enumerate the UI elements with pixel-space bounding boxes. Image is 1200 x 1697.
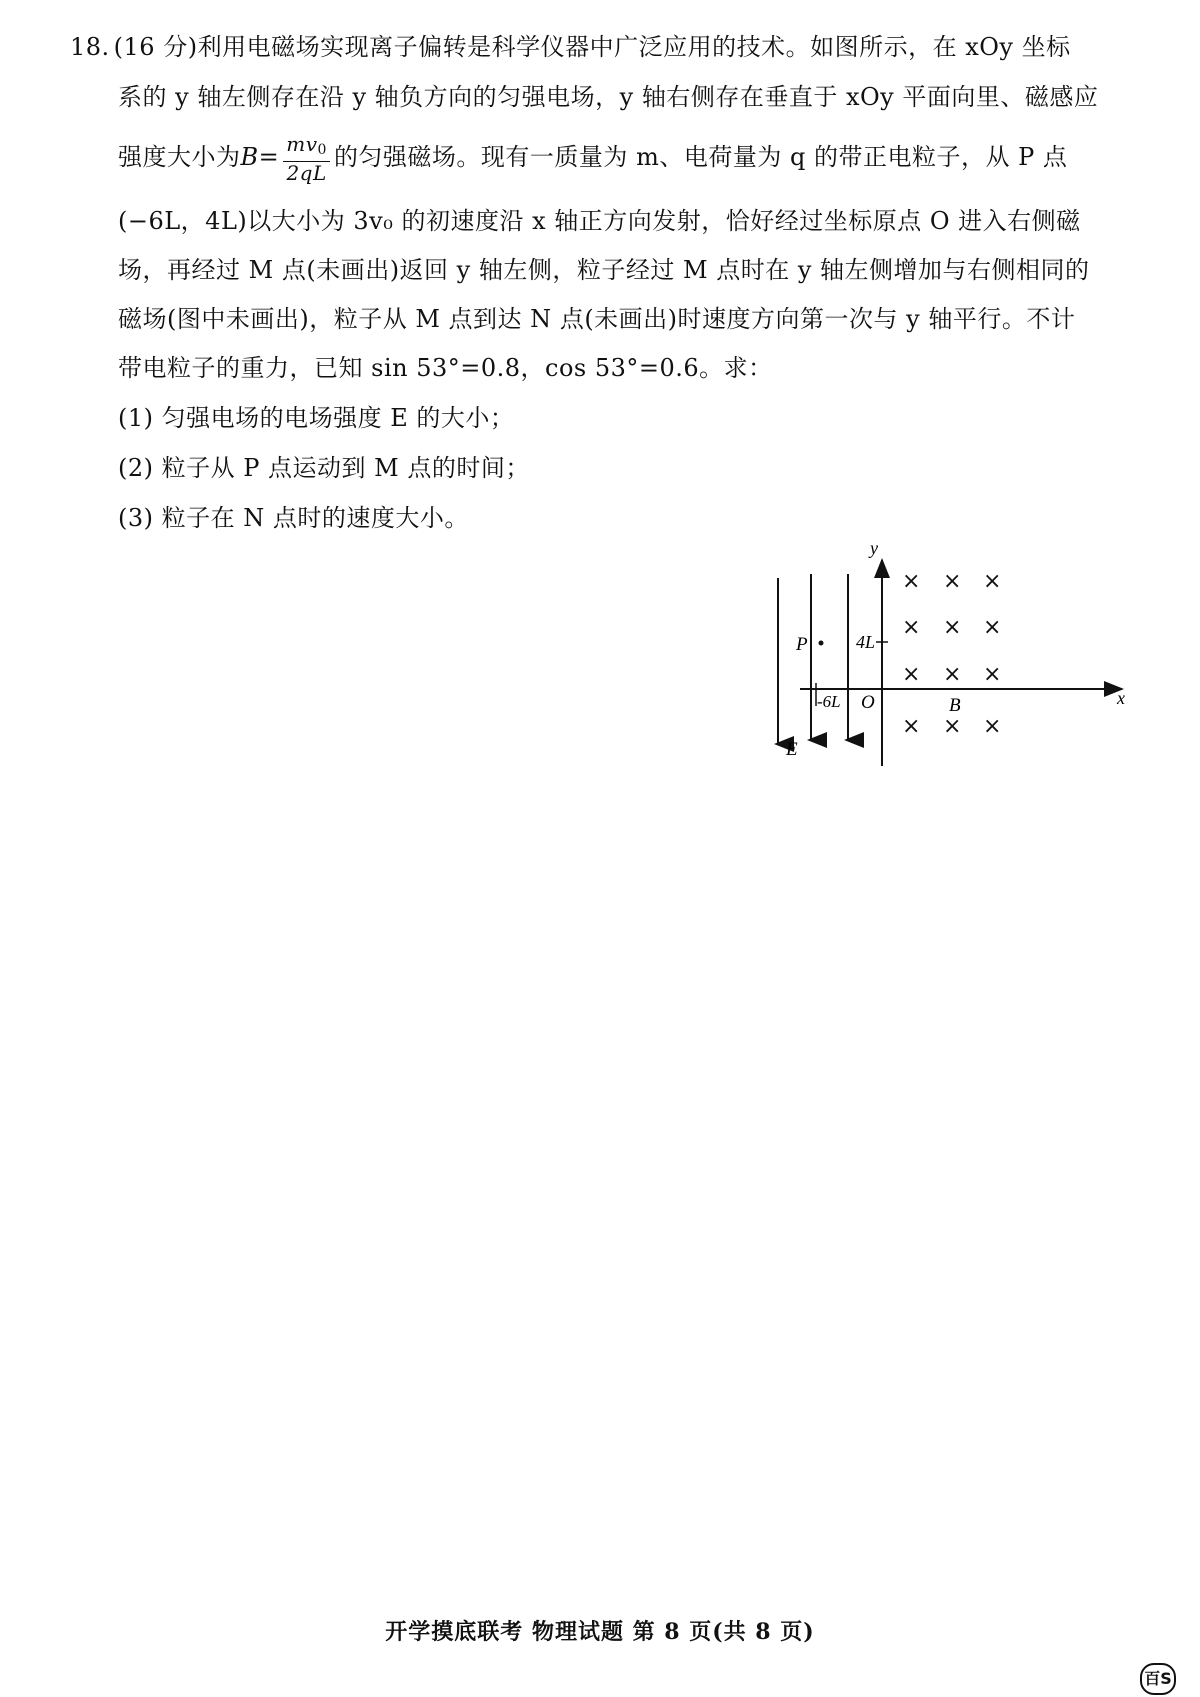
question-line-2: 系的 y 轴左侧存在沿 y 轴负方向的匀强电场，y 轴右侧存在垂直于 xOy 平面向里、磁感应 xyxy=(118,83,1099,111)
question-line-3: 强度大小为B= $\frac{mv_0}{2qL}$ 的匀强磁场。现有一质量为 m、电荷量为 q 的带正电粒子，从 P 点 xyxy=(118,132,1068,185)
question-part-1: (1) 匀强电场的电场强度 E 的大小； xyxy=(118,404,515,432)
field-cross: × xyxy=(902,714,921,739)
label-p: P xyxy=(796,634,808,655)
question-line-1: 18. (16 分)利用电磁场实现离子偏转是科学仪器中广泛应用的技术。如图所示，在 xOy 坐标 xyxy=(70,33,1071,61)
formula-fraction: $\frac{mv_0}{2qL}$ xyxy=(283,133,330,184)
field-cross: × xyxy=(983,714,1002,739)
point-p-dot xyxy=(819,641,824,646)
label-y: y xyxy=(870,538,878,558)
field-cross: × xyxy=(943,569,962,594)
field-cross: × xyxy=(943,714,962,739)
question-line-7: 带电粒子的重力，已知 sin 53°=0.8，cos 53°=0.6。求： xyxy=(118,354,773,382)
question-part-2: (2) 粒子从 P 点运动到 M 点的时间； xyxy=(118,454,530,482)
field-cross: × xyxy=(902,615,921,640)
label-origin: O xyxy=(861,692,875,713)
field-cross: × xyxy=(902,569,921,594)
question-line-5: 场，再经过 M 点(未画出)返回 y 轴左侧，粒子经过 M 点时在 y 轴左侧增加与右侧相同的 xyxy=(118,256,1090,284)
label-neg6L: -6L xyxy=(817,692,841,711)
field-cross: × xyxy=(943,615,962,640)
field-cross: × xyxy=(983,615,1002,640)
question-line-4: (−6L，4L)以大小为 3v₀ 的初速度沿 x 轴正方向发射，恰好经过坐标原点 O 进入右侧磁 xyxy=(118,207,1081,235)
field-diagram xyxy=(786,538,1130,840)
field-cross: × xyxy=(943,662,962,687)
label-b: B xyxy=(949,695,961,716)
question-number: 18. xyxy=(70,33,110,61)
question-part-3: (3) 粒子在 N 点时的速度大小。 xyxy=(118,504,469,532)
field-cross: × xyxy=(983,662,1002,687)
question-line-6: 磁场(图中未画出)，粒子从 M 点到达 N 点(未画出)时速度方向第一次与 y 轴平行。不计 xyxy=(118,305,1076,333)
corner-stamp: 百S xyxy=(1140,1663,1176,1695)
label-x: x xyxy=(1117,688,1125,708)
label-4L: 4L xyxy=(856,632,876,652)
page-footer: 开学摸底联考 物理试题 第 8 页(共 8 页) xyxy=(385,1619,815,1645)
field-cross: × xyxy=(902,662,921,687)
magnetic-field-crosses xyxy=(902,569,1001,739)
label-e: E xyxy=(786,739,798,760)
field-cross: × xyxy=(983,569,1002,594)
